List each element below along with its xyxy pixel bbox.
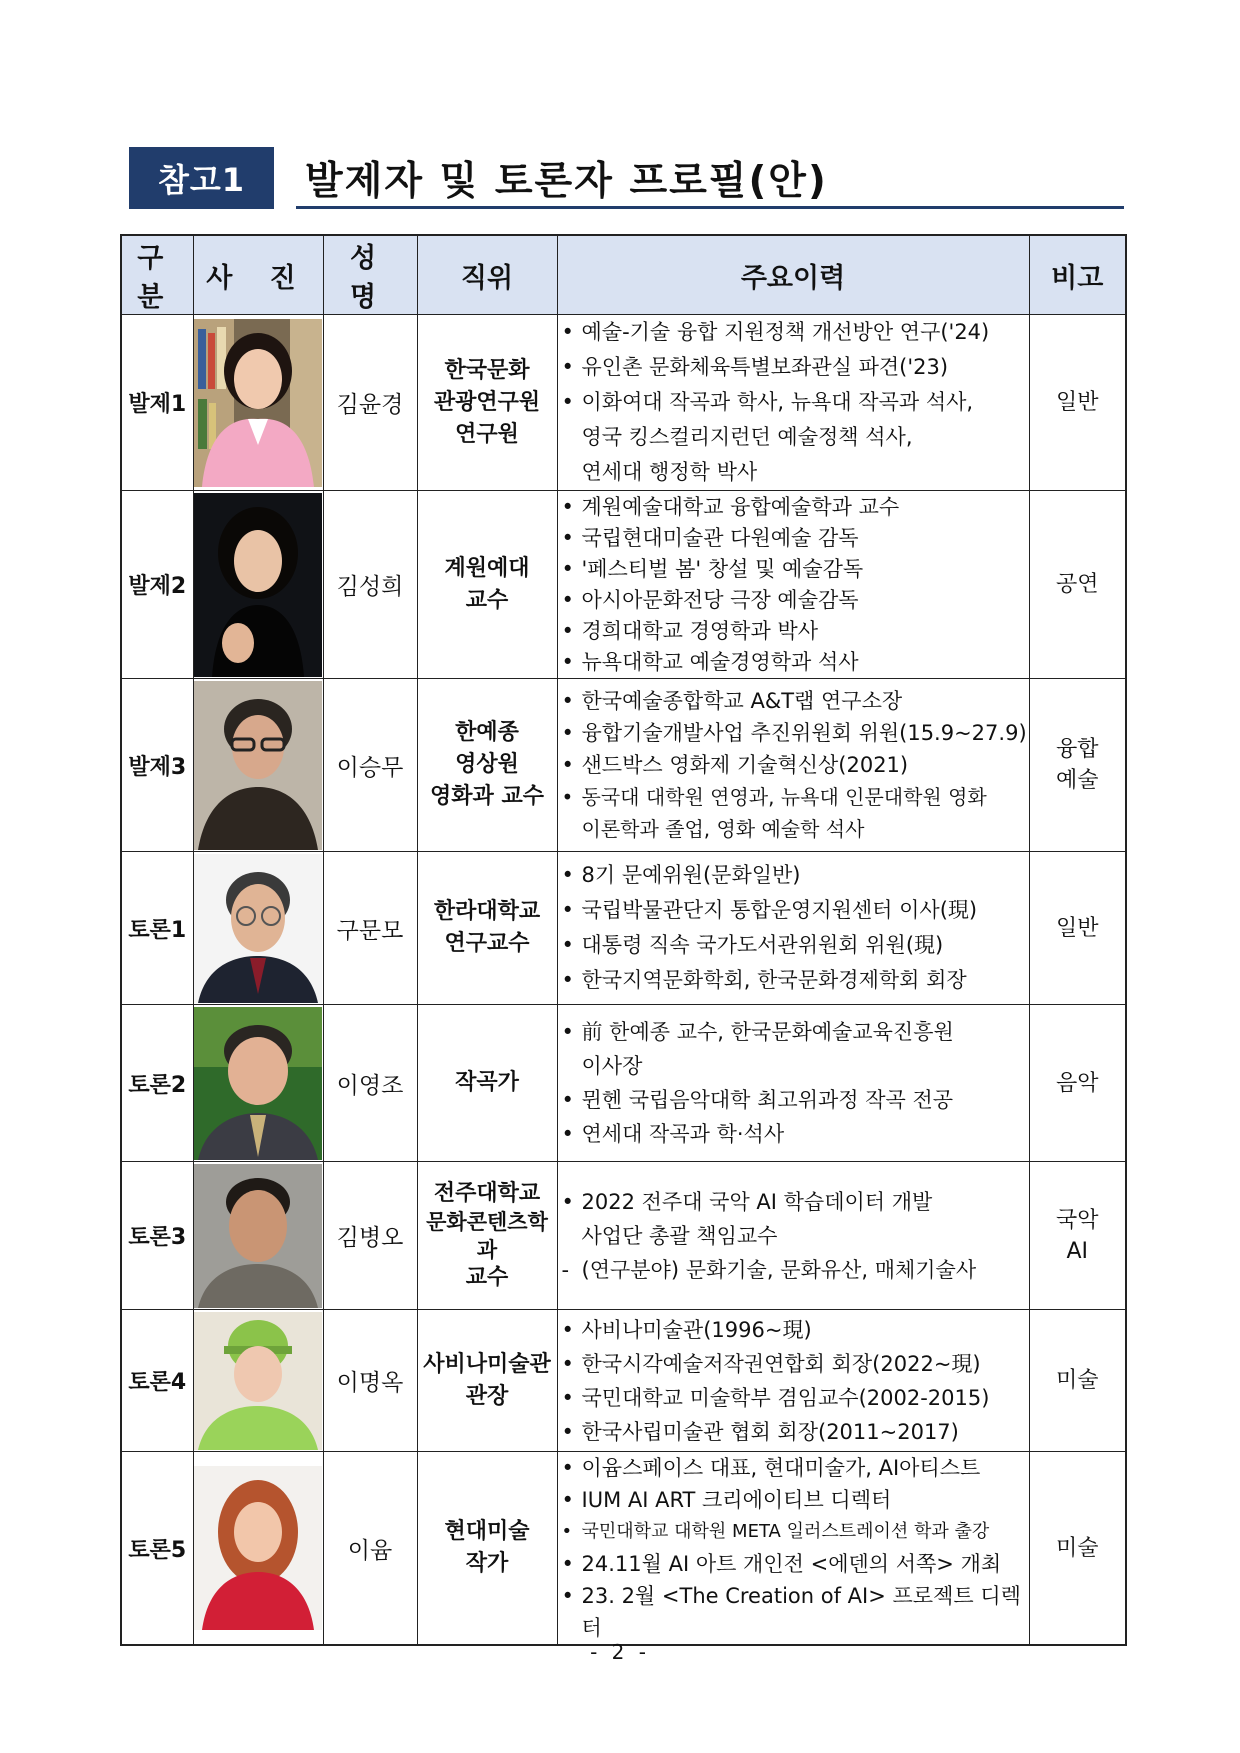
note-line: 국악 xyxy=(1055,1207,1099,1233)
table-row xyxy=(121,1452,1126,1646)
position-line: 계원예대 xyxy=(444,555,530,581)
career-item: • 뮌헨 국립음악대학 최고위과정 작곡 전공 xyxy=(558,1083,1029,1117)
row-career xyxy=(557,679,1029,852)
portrait-photo xyxy=(194,319,322,487)
row-position xyxy=(417,1452,557,1646)
row-note xyxy=(1029,852,1126,1005)
row-position xyxy=(417,491,557,679)
photo-cell xyxy=(193,491,323,679)
table-row xyxy=(121,1162,1126,1310)
career-item: • 국민대학교 대학원 META 일러스트레이션 학과 출강 xyxy=(558,1516,1029,1548)
career-item: • 동국대 대학원 연영과, 뉴욕대 인문대학원 영화 이론학과 졸업, 영화 예술학 석사 xyxy=(558,781,1029,845)
row-note xyxy=(1029,1162,1126,1310)
position-line: 현대미술 xyxy=(444,1519,530,1544)
header-career: 주요이력 xyxy=(557,235,1029,315)
table-row xyxy=(121,852,1126,1005)
portrait-photo xyxy=(194,1466,322,1630)
header-position: 직위 xyxy=(417,235,557,315)
row-name: 김병오 xyxy=(323,1162,417,1310)
career-item: • 23. 2월 <The Creation of AI> 프로젝트 디렉터 xyxy=(558,1580,1029,1644)
row-career xyxy=(557,1005,1029,1162)
row-position xyxy=(417,315,557,491)
title-underline xyxy=(296,206,1124,209)
career-item: • 국민대학교 미술학부 겸임교수(2002-2015) xyxy=(558,1381,1029,1415)
career-item: • 국립박물관단지 통합운영지원센터 이사(現) xyxy=(558,893,1029,928)
position-line: 관광연구원 xyxy=(433,389,541,415)
note-line: 미술 xyxy=(1055,1368,1099,1393)
row-category: 발제1 xyxy=(121,315,193,491)
career-item: • 연세대 작곡과 학·석사 xyxy=(558,1117,1029,1151)
row-name: 이윰 xyxy=(323,1452,417,1646)
row-note xyxy=(1029,315,1126,491)
reference-label: 참고1 xyxy=(129,147,274,209)
header-category: 구 분 xyxy=(121,235,193,315)
portrait-photo xyxy=(194,1312,322,1450)
row-name: 김성희 xyxy=(323,491,417,679)
career-item: • 2022 전주대 국악 AI 학습데이터 개발 사업단 총괄 책임교수 xyxy=(558,1185,1029,1253)
career-item: • 예술-기술 융합 지원정책 개선방안 연구('24) xyxy=(558,315,1029,350)
header-photo: 사 진 xyxy=(193,235,323,315)
row-position xyxy=(417,852,557,1005)
header-name: 성 명 xyxy=(323,235,417,315)
position-line: 문화콘텐츠학과 xyxy=(426,1209,548,1262)
page-title: 발제자 및 토론자 프로필(안) xyxy=(305,159,828,204)
table-header-row xyxy=(121,235,1126,315)
position-line: 한라대학교 xyxy=(433,899,541,924)
career-item: • 한국시각예술저작권연합회 회장(2022~現) xyxy=(558,1347,1029,1381)
row-name: 김윤경 xyxy=(323,315,417,491)
career-sub-item: - (연구분야) 문화기술, 문화유산, 매체기술사 xyxy=(558,1253,1029,1287)
career-item: • 유인촌 문화체육특별보좌관실 파견('23) xyxy=(558,350,1029,385)
position-line: 연구교수 xyxy=(444,931,530,956)
career-item: • 한국지역문화학회, 한국문화경제학회 회장 xyxy=(558,963,1029,998)
row-category: 발제2 xyxy=(121,491,193,679)
row-category: 토론5 xyxy=(121,1452,193,1646)
table-row xyxy=(121,491,1126,679)
note-line: 미술 xyxy=(1055,1535,1099,1561)
portrait-photo xyxy=(194,1007,322,1160)
row-note xyxy=(1029,1310,1126,1452)
photo-cell xyxy=(193,1310,323,1452)
row-position xyxy=(417,1162,557,1310)
career-item: • 아시아문화전당 극장 예술감독 xyxy=(558,585,1029,616)
row-name: 이명옥 xyxy=(323,1310,417,1452)
portrait-photo xyxy=(194,681,322,850)
note-line: AI xyxy=(1066,1238,1089,1264)
note-line: 예술 xyxy=(1055,768,1099,793)
position-line: 영화과 교수 xyxy=(430,784,544,809)
photo-cell xyxy=(193,315,323,491)
header-note: 비고 xyxy=(1029,235,1126,315)
row-name: 이승무 xyxy=(323,679,417,852)
row-career xyxy=(557,1452,1029,1646)
career-item: • 국립현대미술관 다원예술 감독 xyxy=(558,523,1029,554)
photo-cell xyxy=(193,852,323,1005)
career-item: • 뉴욕대학교 예술경영학과 석사 xyxy=(558,647,1029,678)
career-item: • 경희대학교 경영학과 박사 xyxy=(558,616,1029,647)
position-line: 한국문화 xyxy=(444,357,530,383)
row-category: 발제3 xyxy=(121,679,193,852)
row-category: 토론2 xyxy=(121,1005,193,1162)
row-note xyxy=(1029,1005,1126,1162)
row-career xyxy=(557,315,1029,491)
position-line: 연구원 xyxy=(455,421,519,447)
row-name: 구문모 xyxy=(323,852,417,1005)
row-note xyxy=(1029,679,1126,852)
career-item: • 샌드박스 영화제 기술혁신상(2021) xyxy=(558,749,1029,781)
row-category: 토론4 xyxy=(121,1310,193,1452)
position-line: 영상원 xyxy=(455,752,519,777)
table-row xyxy=(121,315,1126,491)
row-position xyxy=(417,1310,557,1452)
position-line: 관장 xyxy=(465,1383,509,1409)
position-line: 교수 xyxy=(465,587,509,613)
note-line: 공연 xyxy=(1055,572,1099,597)
photo-cell xyxy=(193,1162,323,1310)
career-item: • 대통령 직속 국가도서관위원회 위원(現) xyxy=(558,928,1029,963)
position-line: 작가 xyxy=(465,1551,509,1576)
table-row xyxy=(121,679,1126,852)
row-career xyxy=(557,491,1029,679)
career-item: • 이윰스페이스 대표, 현대미술가, AI아티스트 xyxy=(558,1452,1029,1484)
portrait-photo xyxy=(194,493,322,677)
page-number: - 2 - xyxy=(590,1640,650,1664)
row-note xyxy=(1029,1452,1126,1646)
position-line: 전주대학교 xyxy=(433,1180,541,1206)
career-item: • 24.11월 AI 아트 개인전 <에덴의 서쪽> 개최 xyxy=(558,1548,1029,1580)
row-position xyxy=(417,679,557,852)
position-line: 교수 xyxy=(465,1264,509,1290)
career-item: • 사비나미술관(1996~現) xyxy=(558,1313,1029,1347)
photo-cell xyxy=(193,1005,323,1162)
career-item: • 계원예술대학교 융합예술학과 교수 xyxy=(558,492,1029,523)
table-row xyxy=(121,1005,1126,1162)
row-position xyxy=(417,1005,557,1162)
career-item: • 이화여대 작곡과 학사, 뉴욕대 작곡과 석사, 영국 킹스컬리지런던 예술정책 석사, 연세대 행정학 박사 xyxy=(558,385,1029,490)
portrait-photo xyxy=(194,854,322,1003)
career-item: • IUM AI ART 크리에이티브 디렉터 xyxy=(558,1484,1029,1516)
note-line: 일반 xyxy=(1055,390,1099,415)
table-row xyxy=(121,1310,1126,1452)
photo-cell xyxy=(193,679,323,852)
career-item: • 前 한예종 교수, 한국문화예술교육진흥원 이사장 xyxy=(558,1015,1029,1083)
row-career xyxy=(557,852,1029,1005)
row-name: 이영조 xyxy=(323,1005,417,1162)
career-item: • '페스티벌 봄' 창설 및 예술감독 xyxy=(558,554,1029,585)
profile-table xyxy=(120,234,1127,1646)
row-note xyxy=(1029,491,1126,679)
position-line: 한예종 xyxy=(455,720,519,745)
row-career xyxy=(557,1162,1029,1310)
photo-cell xyxy=(193,1452,323,1646)
row-career xyxy=(557,1310,1029,1452)
note-line: 일반 xyxy=(1055,915,1099,941)
position-line: 작곡가 xyxy=(455,1070,519,1095)
portrait-photo xyxy=(194,1164,322,1308)
career-item: • 한국사립미술관 협회 회장(2011~2017) xyxy=(558,1415,1029,1449)
note-line: 음악 xyxy=(1055,1070,1099,1096)
row-category: 토론1 xyxy=(121,852,193,1005)
position-line: 사비나미술관 xyxy=(423,1351,551,1377)
career-item: • 한국예술종합학교 A&T랩 연구소장 xyxy=(558,685,1029,717)
note-line: 융합 xyxy=(1055,737,1099,762)
career-item: • 8기 문예위원(문화일반) xyxy=(558,858,1029,893)
row-category: 토론3 xyxy=(121,1162,193,1310)
career-item: • 융합기술개발사업 추진위원회 위원(15.9~27.9) xyxy=(558,717,1029,749)
